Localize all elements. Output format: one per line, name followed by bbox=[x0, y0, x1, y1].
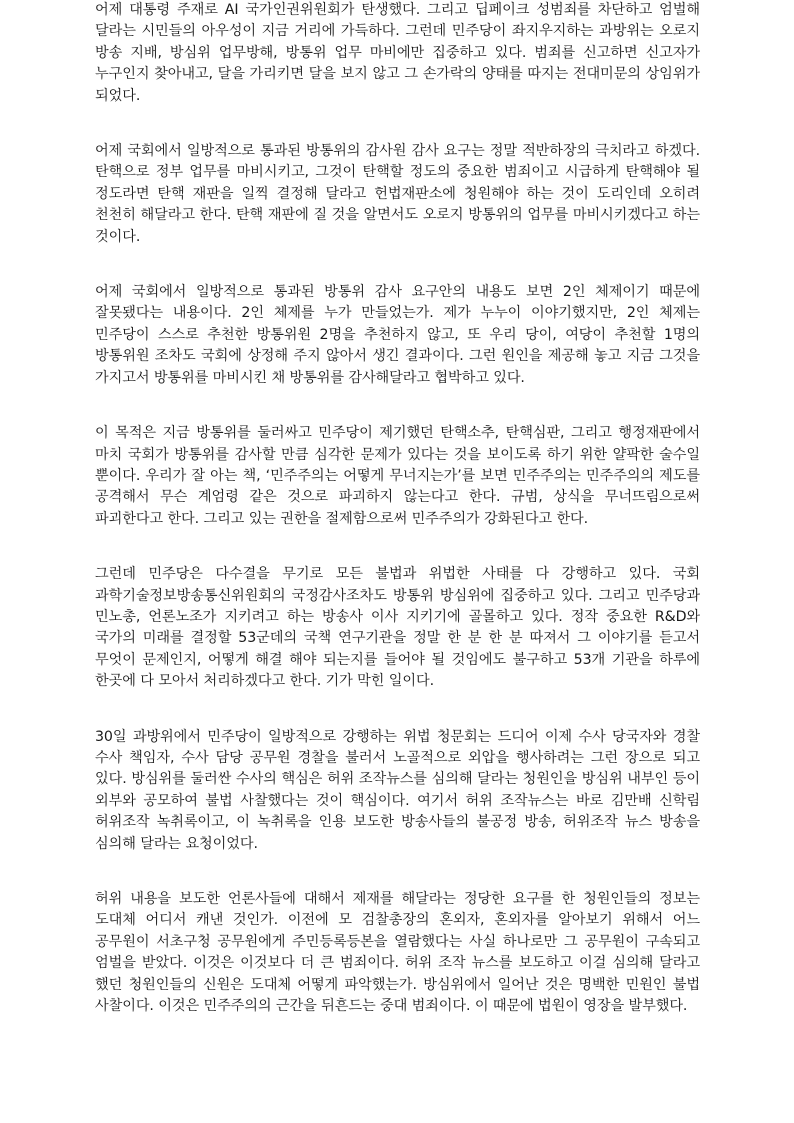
paragraph: 그런데 민주당은 다수결을 무기로 모든 불법과 위법한 사태를 다 강행하고 있다. 국회 과학기술정보방송통신위원회의 국정감사조차도 방통위 방심위에 집중하고 있다. 그리고 민주당과 민노총, 언론노조가 지키려고 하는 방송사 이사 지키기에 골몰하고 있다. 정작 중요한 R&D와 국가의 미래를 결정할 53군데의 국책 연구기관을 정말 한 분 한 분 따져서 그 이야기를 듣고서 무엇이 문제인지, 어떻게 해결 해야 되는지를 들어야 될 것임에도 불구하고 53개 기관을 하루에 한곳에 다 모아서 처리하겠다고 한다. 기가 막힌 일이다. bbox=[95, 566, 700, 690]
paragraph: 허위 내용을 보도한 언론사들에 대해서 제재를 해달라는 정당한 요구를 한 청원인들의 정보는 도대체 어디서 캐낸 것인가. 이전에 모 검찰총장의 혼외자, 혼외자를 알아보기 위해서 어느 공무원이 서초구청 공무원에게 주민등록등본을 열람했다는 사실 하나로만 그 공무원이 구속되고 엄벌을 받았다. 이것은 이것보다 더 큰 범죄이다. 허위 조작 뉴스를 보도하고 이걸 심의해 달라고 했던 청원인들의 신원은 도대체 어떻게 파악했는가. 방심위에서 일어난 것은 명백한 민원인 불법 사찰이다. 이것은 민주주의의 근간을 뒤흔드는 중대 범죄이다. 이 때문에 법원이 영장을 발부했다. bbox=[95, 891, 700, 1015]
paragraph: 어제 국회에서 일방적으로 통과된 방통위의 감사원 감사 요구는 정말 적반하장의 극치라고 하겠다. 탄핵으로 정부 업무를 마비시키고, 그것이 탄핵할 정도의 중요한 범죄이고 시급하게 탄핵해야 될 정도라면 탄핵 재판을 일찍 결정해 달라고 헌법재판소에 청원해야 하는 것이 도리인데 오히려 천천히 해달라고 한다. 탄핵 재판에 질 것을 알면서도 오로지 방통위의 업무를 마비시키겠다고 하는 것이다. bbox=[95, 143, 700, 245]
paragraph: 어제 대통령 주재로 AI 국가인권위원회가 탄생했다. 그리고 딥페이크 성범죄를 차단하고 엄벌해 달라는 시민들의 아우성이 지금 거리에 가득하다. 그런데 민주당이 좌지우지하는 과방위는 오로지 방송 지배, 방심위 업무방해, 방통위 업무 마비에만 집중하고 있다. 범죄를 신고하면 신고자가 누구인지 찾아내고, 달을 가리키면 달을 보지 않고 그 손가락의 양태를 따지는 전대미문의 상임위가 되었다. bbox=[95, 2, 700, 104]
paragraph: 어제 국회에서 일방적으로 통과된 방통위 감사 요구안의 내용도 보면 2인 체제이기 때문에 잘못됐다는 내용이다. 2인 체제를 누가 만들었는가. 제가 누누이 이야기했지만, 2인 체제는 민주당이 스스로 추천한 방통위원 2명을 추천하지 않고, 또 우리 당이, 여당이 추천할 1명의 방통위원 조차도 국회에 상정해 주지 않아서 생긴 결과이다. 그런 원인을 제공해 놓고 지금 그것을 가지고서 방통위를 마비시킨 채 방통위를 감사해달라고 협박하고 있다. bbox=[95, 284, 700, 386]
paragraph: 이 목적은 지금 방통위를 둘러싸고 민주당이 제기했던 탄핵소추, 탄핵심판, 그리고 행정재판에서 마치 국회가 방통위를 감사할 만큼 심각한 문제가 있다는 것을 보이도록 하기 위한 얄팍한 술수일 뿐이다. 우리가 잘 아는 책, ‘민주주의는 어떻게 무너지는가’를 보면 민주주의는 민주주의의 제도를 공격해서 무슨 계엄령 같은 것으로 파괴하지 않는다고 한다. 규범, 상식을 무너뜨림으로써 파괴한다고 한다. 그리고 있는 권한을 절제함으로써 민주주의가 강화된다고 한다. bbox=[95, 425, 700, 527]
paragraph: 30일 과방위에서 민주당이 일방적으로 강행하는 위법 청문회는 드디어 이제 수사 당국자와 경찰 수사 책임자, 수사 담당 공무원 경찰을 불러서 노골적으로 외압을 행사하려는 그런 장으로 되고 있다. 방심위를 둘러싼 수사의 핵심은 허위 조작뉴스를 심의해 달라는 청원인을 방심위 내부인 등이 외부와 공모하여 불법 사찰했다는 것이 핵심이다. 여기서 허위 조작뉴스는 바로 김만배 신학림 허위조작 녹취록이고, 이 녹취록을 인용 보도한 방송사들의 불공정 방송, 허위조작 뉴스 방송을 심의해 달라는 요청이었다. bbox=[95, 728, 700, 852]
document-page bbox=[95, 0, 700, 1051]
